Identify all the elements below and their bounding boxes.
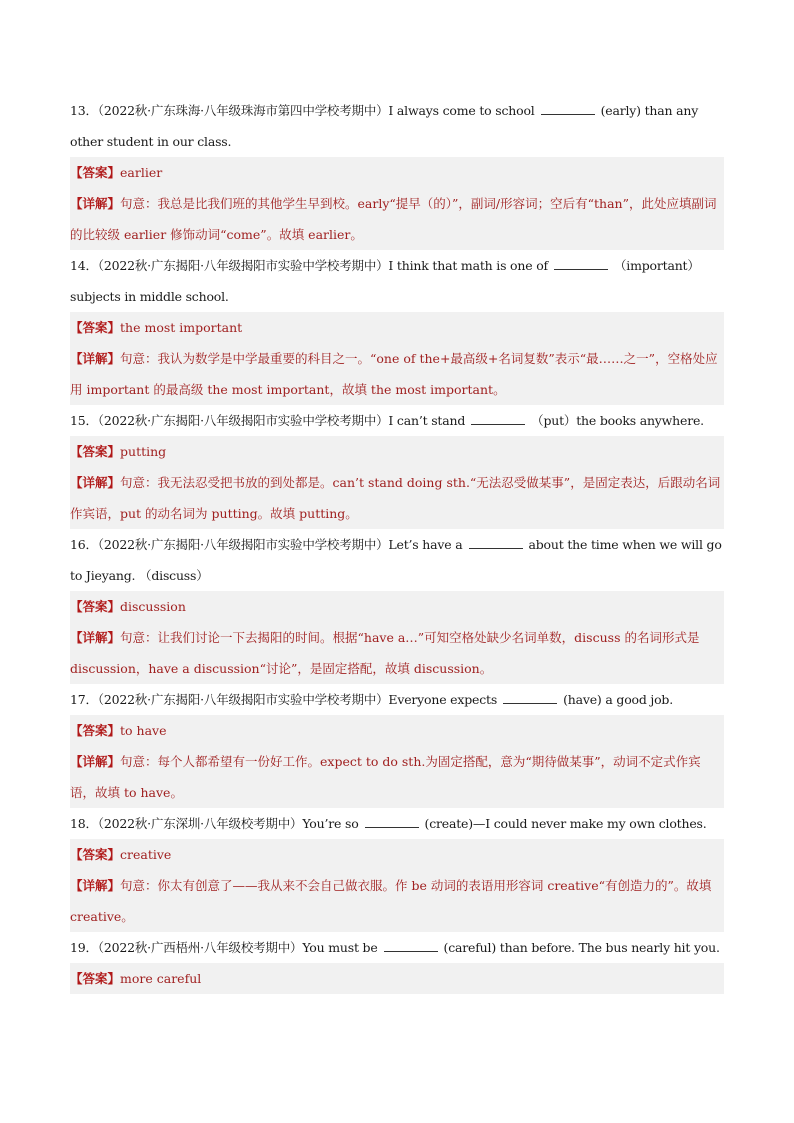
question-text-cont: （important） subjects in middle school. bbox=[70, 258, 700, 304]
blank-line bbox=[541, 102, 595, 115]
answer-row: 【答案】creative bbox=[70, 839, 724, 870]
question-text: 19．（2022秋·广西梧州·八年级校考期中）You must be bbox=[70, 940, 378, 955]
question-text: 18．（2022秋·广东深圳·八年级校考期中）You’re so bbox=[70, 816, 359, 831]
blank-line bbox=[469, 536, 523, 549]
question-text-cont: about the time when we will go to Jieyang. （discuss） bbox=[70, 537, 722, 583]
blank-line bbox=[554, 257, 608, 270]
answer-text: creative bbox=[120, 847, 172, 862]
question-text: 14．（2022秋·广东揭阳·八年级揭阳市实验中学校考期中）I think that math is one of bbox=[70, 258, 548, 273]
question-13 bbox=[70, 95, 724, 250]
question-list bbox=[70, 95, 724, 994]
question-text-cont: (create)—I could never make my own clothes. bbox=[424, 816, 707, 831]
question-text-cont: (have) a good job. bbox=[563, 692, 673, 707]
question-text-cont: (careful) than before. The bus nearly hit you. bbox=[443, 940, 720, 955]
question-17 bbox=[70, 684, 724, 808]
question-text-cont: （put）the books anywhere. bbox=[531, 413, 704, 428]
answer-text: the most important bbox=[120, 320, 243, 335]
question-19 bbox=[70, 932, 724, 994]
question-15 bbox=[70, 405, 724, 529]
answer-text: earlier bbox=[120, 165, 163, 180]
answer-text: to have bbox=[120, 723, 167, 738]
detail-text: 句意：我认为数学是中学最重要的科目之一。“one of the+最高级+名词复数”表示“最……之一”，空格处应用 important 的最高级 the most important，故填 the most important。 bbox=[70, 351, 718, 397]
question-text: 16．（2022秋·广东揭阳·八年级揭阳市实验中学校考期中）Let’s have a bbox=[70, 537, 463, 552]
detail-text: 句意：我无法忍受把书放的到处都是。can’t stand doing sth.“无法忍受做某事”，是固定表达，后跟动名词作宾语，put 的动名词为 putting。故填 putting。 bbox=[70, 475, 721, 521]
answer-row: 【答案】more careful bbox=[70, 963, 724, 994]
detail-row: 【详解】句意：你太有创意了——我从来不会自己做衣服。作 be 动词的表语用形容词 creative“有创造力的”。故填 creative。 bbox=[70, 870, 724, 932]
answer-text: discussion bbox=[120, 599, 186, 614]
question-text: 15．（2022秋·广东揭阳·八年级揭阳市实验中学校考期中）I can’t stand bbox=[70, 413, 466, 428]
question-text-cont: (early) than any other student in our class. bbox=[70, 103, 699, 149]
blank-line bbox=[384, 939, 438, 952]
question-18 bbox=[70, 808, 724, 932]
question-text: 17．（2022秋·广东揭阳·八年级揭阳市实验中学校考期中）Everyone expects bbox=[70, 692, 498, 707]
detail-text: 句意：你太有创意了——我从来不会自己做衣服。作 be 动词的表语用形容词 creative“有创造力的”。故填 creative。 bbox=[70, 878, 712, 924]
detail-text: 句意：每个人都希望有一份好工作。expect to do sth.为固定搭配，意为“期待做某事”，动词不定式作宾语，故填 to have。 bbox=[70, 754, 701, 800]
detail-row: 【详解】句意：让我们讨论一下去揭阳的时间。根据“have a…”可知空格处缺少名词单数，discuss 的名词形式是 discussion，have a discussion“讨论”，是固定搭配，故填 discussion。 bbox=[70, 622, 724, 684]
detail-text: 句意：我总是比我们班的其他学生早到校。early“提早（的）”，副词/形容词；空后有“than”，此处应填副词的比较级 earlier 修饰动词“come”。故填 earlier。 bbox=[70, 196, 717, 242]
blank-line bbox=[365, 815, 419, 828]
blank-line bbox=[471, 412, 525, 425]
answer-text: more careful bbox=[120, 971, 202, 986]
detail-row: 【详解】句意：每个人都希望有一份好工作。expect to do sth.为固定搭配，意为“期待做某事”，动词不定式作宾语，故填 to have。 bbox=[70, 746, 724, 808]
answer-row: 【答案】to have bbox=[70, 715, 724, 746]
question-16 bbox=[70, 529, 724, 684]
answer-row: 【答案】putting bbox=[70, 436, 724, 467]
answer-row: 【答案】the most important bbox=[70, 312, 724, 343]
answer-text: putting bbox=[120, 444, 167, 459]
detail-row: 【详解】句意：我无法忍受把书放的到处都是。can’t stand doing sth.“无法忍受做某事”，是固定表达，后跟动名词作宾语，put 的动名词为 putting。故填 putting。 bbox=[70, 467, 724, 529]
question-14 bbox=[70, 250, 724, 405]
detail-text: 句意：让我们讨论一下去揭阳的时间。根据“have a…”可知空格处缺少名词单数，discuss 的名词形式是 discussion，have a discussion“讨论”，是固定搭配，故填 discussion。 bbox=[70, 630, 700, 676]
answer-row: 【答案】discussion bbox=[70, 591, 724, 622]
detail-row: 【详解】句意：我总是比我们班的其他学生早到校。early“提早（的）”，副词/形容词；空后有“than”，此处应填副词的比较级 earlier 修饰动词“come”。故填 earlier。 bbox=[70, 188, 724, 250]
blank-line bbox=[503, 691, 557, 704]
question-text: 13．（2022秋·广东珠海·八年级珠海市第四中学校考期中）I always come to school bbox=[70, 103, 535, 118]
detail-row: 【详解】句意：我认为数学是中学最重要的科目之一。“one of the+最高级+名词复数”表示“最……之一”，空格处应用 important 的最高级 the most important，故填 the most important。 bbox=[70, 343, 724, 405]
answer-row: 【答案】earlier bbox=[70, 157, 724, 188]
